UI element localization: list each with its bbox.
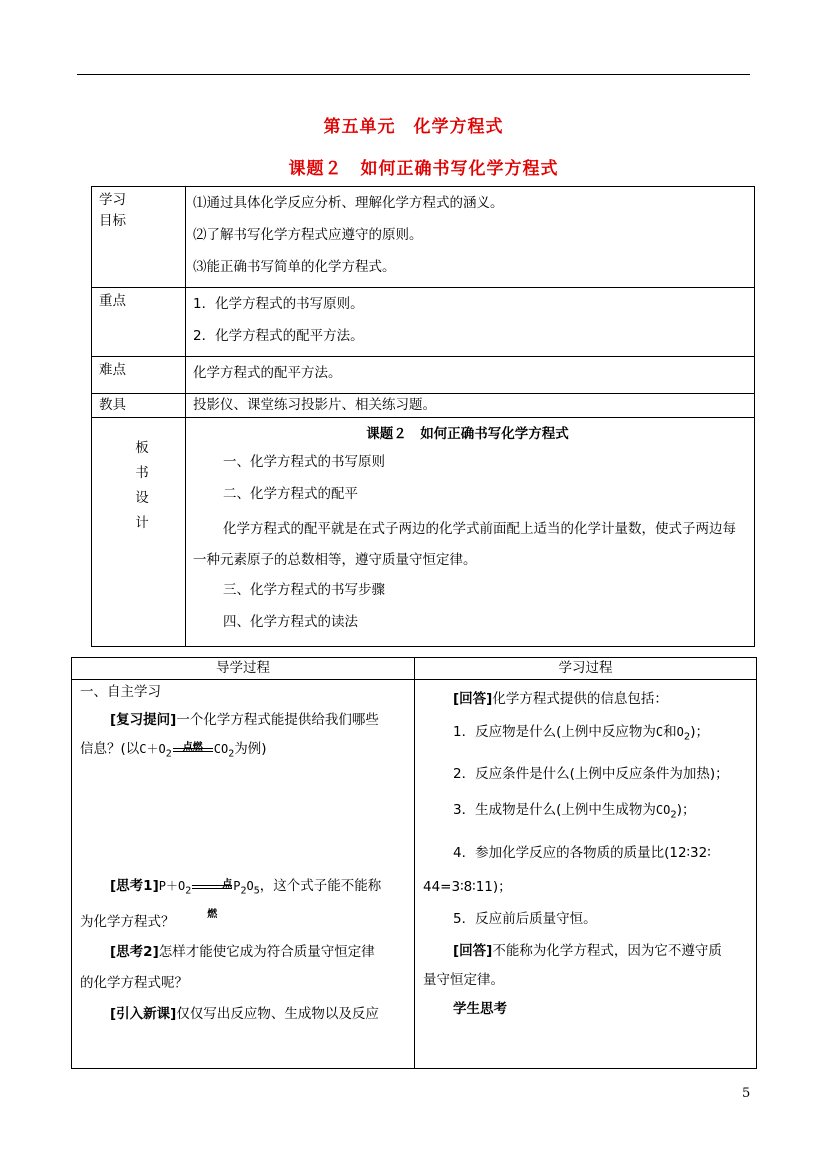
learning-header: 学习过程: [415, 658, 757, 680]
condition-equals-sign: 点燃: [192, 878, 232, 894]
guide-process-cell: 一、自主学习 [复习提问]一个化学方程式能提供给我们哪些 信息？(以$C+O_2$ 点燃 $CO_2$为例) [思考$1]P+O_2$ 点燃 $P_2O_5$，这个式子能不能称 为化学方程式？ [思考2]怎样才能使它成为符合质量守恒定律 的化学方程式呢？ [引入新课]仅仅写出反应物、生成物以及反应: [72, 680, 415, 1069]
key-point-item: 1．化学方程式的书写原则。: [193, 296, 364, 312]
intro-new-lesson: [引入新课]仅仅写出反应物、生成物以及反应: [110, 1005, 379, 1022]
lesson-title: 课题２ 如何正确书写化学方程式: [288, 159, 559, 179]
tools-text: 投影仪、课堂练习投影片、相关练习题。: [186, 394, 755, 418]
board-paragraph: 化学方程式的配平就是在式子两边的化学式前面配上适当的化学计量数，使式子两边每一种元素原子的总数相等，遵守质量守恒定律。: [193, 521, 736, 568]
think-question-2: [思考2]怎样才能使它成为符合质量守恒定律: [110, 943, 375, 960]
guide-header: 导学过程: [72, 658, 415, 680]
difficulty-text: 化学方程式的配平方法。: [193, 365, 342, 381]
board-item: 一、化学方程式的书写原则: [223, 454, 385, 470]
info-item: 1．反应物是什么(上例中反应物为C和$O_2$)；: [453, 724, 709, 743]
board-design-cell: [186, 418, 755, 647]
board-item: 四、化学方程式的读法: [223, 614, 358, 630]
lesson-plan-table: [91, 186, 755, 647]
answer-1: [回答]化学方程式提供的信息包括：: [453, 691, 668, 707]
process-table: [71, 657, 757, 1069]
difficulty-label: 难点: [92, 357, 186, 394]
key-points-cell: [186, 288, 755, 357]
board-title: 课题２ 如何正确书写化学方程式: [366, 426, 569, 442]
condition-equals-sign: 点燃: [173, 741, 213, 757]
answer-2: [回答]不能称为化学方程式，因为它不遵守质: [453, 943, 722, 960]
review-question: [复习提问]一个化学方程式能提供给我们哪些: [110, 712, 379, 728]
reaction-equation: $C+O_2$: [139, 742, 172, 760]
info-item: 5．反应前后质量守恒。: [453, 911, 597, 928]
student-thinking: 学生思考: [453, 1001, 507, 1018]
info-item: 2．反应条件是什么(上例中反应条件为加热)；: [453, 765, 729, 782]
objective-item: ⑶能正确书写简单的化学方程式。: [193, 259, 396, 275]
info-item: 4．参加化学反应的各物质的质量比(12∶32∶: [453, 845, 711, 862]
tools-label: 教具: [92, 394, 186, 418]
objective-item: ⑵了解书写化学方程式应遵守的原则。: [193, 227, 423, 243]
think-question-1: [思考$1]P+O_2$ 点燃 $P_2O_5$，这个式子能不能称: [110, 878, 382, 921]
board-label: 板 书 设 计: [92, 418, 186, 647]
review-question-cont: 信息？(以$C+O_2$ 点燃 $CO_2$为例): [80, 741, 267, 760]
key-label: 重点: [92, 288, 186, 357]
header-rule: [77, 74, 750, 75]
learning-process-cell: [回答]化学方程式提供的信息包括： 1．反应物是什么(上例中反应物为C和$O_2$)； 2．反应条件是什么(上例中反应条件为加热)； 3．生成物是什么(上例中生成物为$CO_2$)； 4．参加化学反应的各物质的质量比(12∶32∶ 44=3∶8∶11)； 5．反应前后质量守恒。 [回答]不能称为化学方程式，因为它不遵守质 量守恒定律。 学生思考: [415, 680, 757, 1069]
objectives-cell: [186, 187, 755, 288]
section-heading: 一、自主学习: [80, 684, 161, 700]
key-point-item: 2．化学方程式的配平方法。: [193, 328, 364, 344]
page-number: 5: [742, 1086, 751, 1101]
info-item: 3．生成物是什么(上例中生成物为$CO_2$)；: [453, 801, 696, 821]
board-item: 二、化学方程式的配平: [223, 486, 358, 502]
objective-item: ⑴通过具体化学反应分析、理解化学方程式的涵义。: [193, 195, 504, 211]
objectives-label: 学习 目标: [92, 187, 186, 288]
board-item: 三、化学方程式的书写步骤: [223, 582, 385, 598]
unit-title: 第五单元 化学方程式: [323, 117, 504, 137]
